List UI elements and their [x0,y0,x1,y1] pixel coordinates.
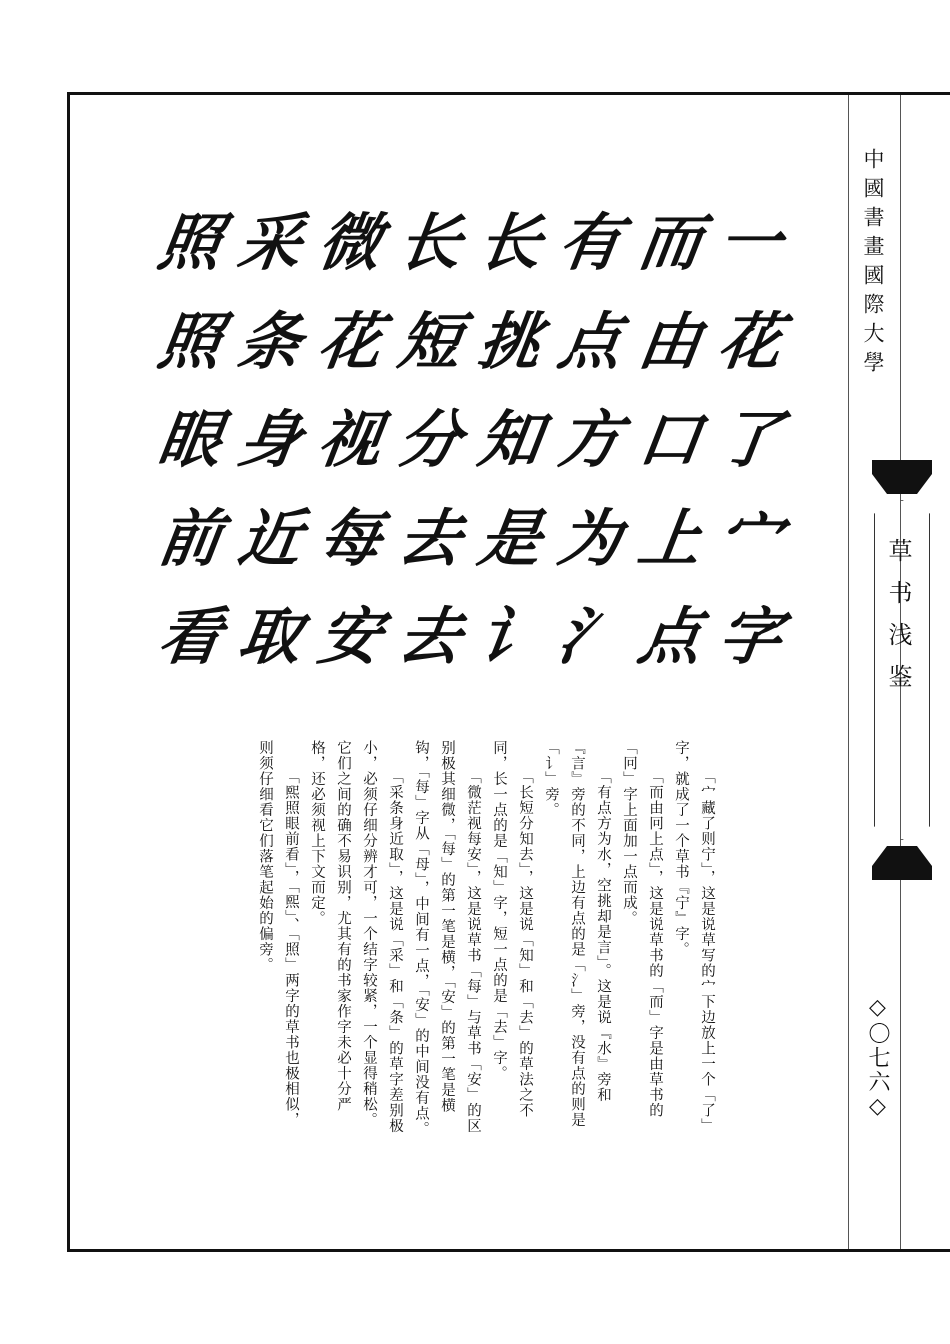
calligraphy-char: 一 [713,206,787,279]
calligraphy-samples [150,205,790,675]
calligraphy-char: 分 [393,403,467,476]
calligraphy-column [710,205,790,675]
series-title: 中國書畫國際大學 [861,148,885,380]
paragraph: 「而由冋上点」，这是说草书的「而」字是由草书的「冋」字上面加一点而成。 [621,740,663,1119]
margin-rule-left [848,95,849,1249]
calligraphy-char: 安 [313,600,387,673]
calligraphy-char: 花 [713,304,787,378]
calligraphy-char: 方 [553,403,627,476]
calligraphy-char: 长 [473,206,547,279]
section-label-box [862,460,922,880]
calligraphy-char: 每 [313,501,387,575]
calligraphy-char: 讠 [473,600,547,673]
calligraphy-char: 采 [233,206,307,279]
page-number: ◇〇七六◇ [865,995,890,1121]
calligraphy-char: 口 [633,403,707,476]
calligraphy-column [230,205,310,675]
calligraphy-char: 去 [393,501,467,575]
calligraphy-column [150,205,230,675]
calligraphy-char: 取 [233,600,307,673]
section-label: 草书浅鉴 [884,538,912,706]
calligraphy-char: 前 [153,501,227,575]
calligraphy-char: 而 [633,206,707,279]
calligraphy-column [390,205,470,675]
paragraph: 「采条身近取」，这是说「采」和「条」的草字差别极小，必须仔细分辨才可，一个结字较紧，一个显得稍松。它们之间的确不易识别，尤其有的书家作字未必十分严格，还必须视上下文而定。 [309,740,403,1134]
calligraphy-char: 照 [153,304,227,378]
calligraphy-char: 眼 [153,403,227,476]
paragraph: 「熙照眼前看」，「熙」、「照」两字的草书也极相似，则须仔细看它们落笔起始的偏旁。 [257,740,299,1128]
calligraphy-char: 条 [233,304,307,378]
calligraphy-char: 为 [553,501,627,575]
calligraphy-char: 有 [553,206,627,279]
calligraphy-char: 了 [713,403,787,476]
calligraphy-column [550,205,630,675]
calligraphy-char: 挑 [473,304,547,378]
calligraphy-column [470,205,550,675]
calligraphy-char: 知 [473,403,547,476]
label-bar-top [872,460,932,474]
label-bar-bottom [872,866,932,880]
calligraphy-char: 由 [633,304,707,378]
body-text [200,740,720,1140]
paragraph: 「有点方为水，空挑却是言」。这是说『水』旁和『言』旁的不同，上边有点的是「氵」旁，没有点的则是「讠」旁。 [543,740,611,1128]
paragraph: 「长短分知去」，这是说「知」和「去」的草法之不同，长一点的是「知」字，短一点的是「去」字。 [491,740,533,1119]
paragraph: 「微茫视每安」，这是说草书「每」与草书「安」的区别极其细微，「每」的第一笔是横，「安」的第一笔是横钩，「每」字从「母」，中间有一点，「安」的中间没有点。 [413,740,481,1137]
calligraphy-char: 照 [153,206,227,279]
calligraphy-char: 字 [713,600,787,673]
calligraphy-char: 短 [393,304,467,378]
calligraphy-char: 点 [553,304,627,378]
calligraphy-char: 微 [313,206,387,279]
label-chevron-top [872,474,932,494]
calligraphy-char: 身 [233,403,307,476]
calligraphy-char: 是 [473,501,547,575]
calligraphy-char: 上 [633,501,707,575]
calligraphy-char: 长 [393,206,467,279]
calligraphy-char: 花 [313,304,387,378]
calligraphy-column [630,205,710,675]
calligraphy-char: 看 [153,600,227,673]
calligraphy-char: 点 [633,600,707,673]
calligraphy-char: 去 [393,600,467,673]
label-chevron-bottom [872,846,932,866]
calligraphy-column [310,205,390,675]
calligraphy-char: 近 [233,501,307,575]
calligraphy-char: 视 [313,403,387,476]
calligraphy-char: 宀 [713,501,787,575]
paragraph: 「宀藏了则宁」，这是说草写的宀下边放上一个「了」字，就成了一个草书『宁』字。 [673,740,715,1134]
calligraphy-char: 氵 [553,600,627,673]
